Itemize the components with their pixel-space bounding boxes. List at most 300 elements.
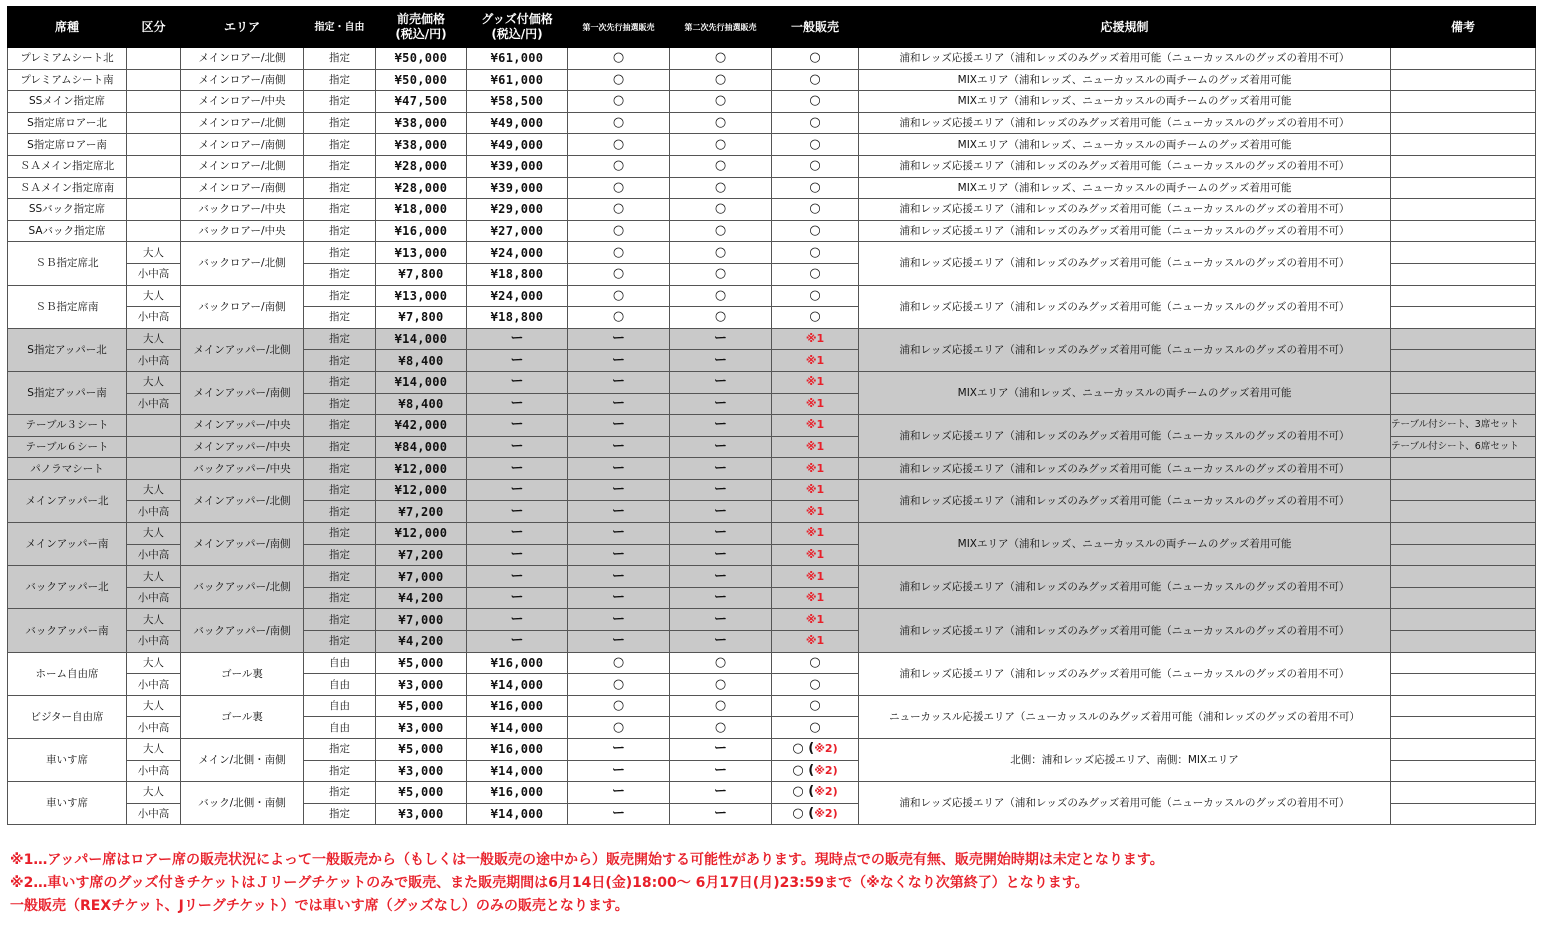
seat-category: 小中高 [127,717,181,739]
seat-name: S指定席ロアー北 [8,112,127,134]
seat-name: SSバック指定席 [8,199,127,221]
seat-category [127,48,181,70]
goods-price: ¥39,000 [467,177,568,199]
header-lottery2: 第二次先行抽選販売 [670,7,772,48]
lottery2-mark: ー [670,393,772,415]
presale-price: ¥5,000 [376,739,467,761]
goods-price: ー [467,544,568,566]
presale-price: ¥12,000 [376,523,467,545]
lottery1-mark: ○ [568,307,670,329]
general-sale-mark: ○ [772,652,859,674]
seat-category: 小中高 [127,307,181,329]
general-sale-mark: ※1 [772,587,859,609]
seat-area: メイン/北側・南側 [181,739,304,782]
goods-price: ¥14,000 [467,674,568,696]
remark [1391,199,1536,221]
seat-type: 指定 [304,155,376,177]
general-sale-mark: ○ [772,242,859,264]
presale-price: ¥7,800 [376,307,467,329]
remark [1391,91,1536,113]
seat-name: SAバック指定席 [8,220,127,242]
seat-type: 指定 [304,242,376,264]
lottery2-mark: ○ [670,674,772,696]
support-rule: 浦和レッズ応援エリア（浦和レッズのみグッズ着用可能（ニューカッスルのグッズの着用不可） [859,566,1391,609]
lottery1-mark: ー [568,328,670,350]
seat-name: プレミアムシート北 [8,48,127,70]
general-sale-mark: ○ [772,155,859,177]
seat-type: 指定 [304,220,376,242]
lottery2-mark: ○ [670,48,772,70]
support-rule: 浦和レッズ応援エリア（浦和レッズのみグッズ着用可能（ニューカッスルのグッズの着用不可） [859,48,1391,70]
seat-type: 指定 [304,307,376,329]
lottery2-mark: ー [670,458,772,480]
presale-price: ¥3,000 [376,760,467,782]
lottery1-mark: ○ [568,155,670,177]
support-rule: 北側：浦和レッズ応援エリア、南側：MIXエリア [859,739,1391,782]
lottery1-mark: ー [568,415,670,437]
remark [1391,307,1536,329]
general-sale-mark: ○ [772,112,859,134]
table-row [8,458,1536,480]
remark [1391,566,1536,588]
seat-type: 指定 [304,134,376,156]
lottery1-mark: ー [568,803,670,825]
table-row [8,479,1536,501]
lottery1-mark: ○ [568,285,670,307]
lottery2-mark: ー [670,350,772,372]
lottery2-mark: ○ [670,199,772,221]
seat-category: 小中高 [127,501,181,523]
presale-price: ¥12,000 [376,458,467,480]
support-rule: 浦和レッズ応援エリア（浦和レッズのみグッズ着用可能（ニューカッスルのグッズの着用不可） [859,609,1391,652]
lottery2-mark: ー [670,501,772,523]
general-sale-note-ref: ※2) [814,763,838,777]
lottery1-mark: ー [568,371,670,393]
lottery2-mark: ○ [670,112,772,134]
table-row [8,328,1536,350]
seat-area: バックロアー/北側 [181,242,304,285]
seat-category [127,112,181,134]
lottery2-mark: ー [670,544,772,566]
seat-area: バックアッパー/南側 [181,609,304,652]
presale-price: ¥18,000 [376,199,467,221]
lottery2-mark: ー [670,328,772,350]
table-row [8,415,1536,437]
goods-price: ー [467,587,568,609]
support-rule: 浦和レッズ応援エリア（浦和レッズのみグッズ着用可能（ニューカッスルのグッズの着用不可） [859,652,1391,695]
seat-category: 大人 [127,479,181,501]
seat-type: 指定 [304,69,376,91]
general-sale-mark: ○ [772,134,859,156]
ticket-price-table [7,6,1536,825]
seat-area: メインアッパー/北側 [181,479,304,522]
goods-price: ー [467,328,568,350]
general-sale-mark: ○ [772,69,859,91]
goods-price: ー [467,458,568,480]
lottery2-mark: ー [670,523,772,545]
presale-price: ¥13,000 [376,242,467,264]
remark [1391,48,1536,70]
general-sale-note-ref: ※2) [814,785,838,799]
seat-area: メインロアー/北側 [181,155,304,177]
lottery2-mark: ー [670,739,772,761]
presale-price: ¥12,000 [376,479,467,501]
header-presale-price-l2: (税込/円) [395,27,447,41]
presale-price: ¥5,000 [376,652,467,674]
lottery1-mark: ○ [568,263,670,285]
table-row [8,371,1536,393]
lottery1-mark: ー [568,501,670,523]
goods-price: ¥61,000 [467,48,568,70]
seat-type: 指定 [304,436,376,458]
seat-type: 指定 [304,112,376,134]
seat-type: 指定 [304,479,376,501]
lottery2-mark: ー [670,436,772,458]
presale-price: ¥7,000 [376,566,467,588]
lottery1-mark: ー [568,544,670,566]
header-remarks: 備考 [1391,7,1536,48]
seat-area: ゴール裏 [181,695,304,738]
seat-type: 指定 [304,566,376,588]
remark [1391,652,1536,674]
presale-price: ¥13,000 [376,285,467,307]
lottery2-mark: ー [670,566,772,588]
seat-category: 小中高 [127,263,181,285]
goods-price: ー [467,566,568,588]
presale-price: ¥7,200 [376,544,467,566]
seat-category: 小中高 [127,393,181,415]
presale-price: ¥3,000 [376,717,467,739]
presale-price: ¥50,000 [376,48,467,70]
seat-type: 自由 [304,717,376,739]
seat-category [127,220,181,242]
header-goods-price-l1: グッズ付価格 [481,12,553,26]
lottery1-mark: ○ [568,652,670,674]
presale-price: ¥4,200 [376,631,467,653]
header-presale-price [376,7,467,48]
seat-name: S指定アッパー南 [8,371,127,414]
lottery1-mark: ー [568,631,670,653]
remark [1391,155,1536,177]
general-sale-note-ref: ※2) [814,807,838,821]
lottery1-mark: ー [568,393,670,415]
seat-type: 指定 [304,91,376,113]
lottery1-mark: ○ [568,199,670,221]
seat-category [127,69,181,91]
table-row [8,739,1536,761]
lottery2-mark: ○ [670,717,772,739]
lottery1-mark: ○ [568,112,670,134]
header-category: 区分 [127,7,181,48]
support-rule: 浦和レッズ応援エリア（浦和レッズのみグッズ着用可能（ニューカッスルのグッズの着用不可） [859,285,1391,328]
general-sale-mark: ※1 [772,566,859,588]
seat-category: 大人 [127,371,181,393]
seat-type: 指定 [304,350,376,372]
goods-price: ー [467,479,568,501]
general-sale-mark [772,760,859,782]
table-row [8,69,1536,91]
seat-type: 指定 [304,285,376,307]
remark [1391,458,1536,480]
seat-type: 指定 [304,328,376,350]
general-sale-circle: ○ ( [792,741,815,757]
seat-type: 指定 [304,782,376,804]
remark [1391,328,1536,350]
table-row [8,220,1536,242]
header-seat: 席種 [8,7,127,48]
lottery1-mark: ○ [568,674,670,696]
seat-type: 指定 [304,760,376,782]
presale-price: ¥47,500 [376,91,467,113]
support-rule: 浦和レッズ応援エリア（浦和レッズのみグッズ着用可能（ニューカッスルのグッズの着用不可） [859,415,1391,458]
seat-category: 小中高 [127,803,181,825]
general-sale-mark: ○ [772,220,859,242]
seat-name: ＳＢ指定席北 [8,242,127,285]
table-row [8,91,1536,113]
seat-name: バックアッパー南 [8,609,127,652]
seat-name: テーブル６シート [8,436,127,458]
general-sale-note-ref: ※2) [814,742,838,756]
goods-price: ー [467,350,568,372]
general-sale-mark: ○ [772,285,859,307]
goods-price: ¥24,000 [467,285,568,307]
seat-category [127,177,181,199]
goods-price: ¥14,000 [467,803,568,825]
support-rule: MIXエリア（浦和レッズ、ニューカッスルの両チームのグッズ着用可能 [859,91,1391,113]
support-rule: 浦和レッズ応援エリア（浦和レッズのみグッズ着用可能（ニューカッスルのグッズの着用不可） [859,782,1391,825]
general-sale-mark: ※1 [772,415,859,437]
lottery1-mark: ○ [568,220,670,242]
header-support-rule: 応援規制 [859,7,1391,48]
seat-type: 指定 [304,263,376,285]
lottery2-mark: ○ [670,134,772,156]
support-rule: 浦和レッズ応援エリア（浦和レッズのみグッズ着用可能（ニューカッスルのグッズの着用不可） [859,155,1391,177]
presale-price: ¥38,000 [376,134,467,156]
lottery2-mark: ○ [670,652,772,674]
seat-area: バックアッパー/中央 [181,458,304,480]
presale-price: ¥14,000 [376,328,467,350]
seat-category: 大人 [127,285,181,307]
lottery2-mark: ー [670,371,772,393]
seat-type: 自由 [304,695,376,717]
support-rule: MIXエリア（浦和レッズ、ニューカッスルの両チームのグッズ着用可能 [859,371,1391,414]
presale-price: ¥8,400 [376,350,467,372]
seat-area: バックロアー/中央 [181,199,304,221]
table-row [8,242,1536,264]
lottery1-mark: ー [568,350,670,372]
remark: テーブル付シート、3席セット [1391,415,1536,437]
general-sale-mark [772,782,859,804]
lottery2-mark: ー [670,760,772,782]
seat-type: 指定 [304,609,376,631]
footnote-3: 一般販売（REXチケット、Jリーグチケット）では車いす席（グッズなし）のみの販売となります。 [10,898,629,914]
footnotes [10,849,1530,918]
seat-area: メインロアー/南側 [181,134,304,156]
lottery1-mark: ○ [568,91,670,113]
lottery1-mark: ー [568,782,670,804]
seat-name: バックアッパー北 [8,566,127,609]
general-sale-mark: ※1 [772,479,859,501]
lottery1-mark: ○ [568,717,670,739]
support-rule: 浦和レッズ応援エリア（浦和レッズのみグッズ着用可能（ニューカッスルのグッズの着用不可） [859,112,1391,134]
support-rule: 浦和レッズ応援エリア（浦和レッズのみグッズ着用可能（ニューカッスルのグッズの着用不可） [859,328,1391,371]
seat-area: メインアッパー/北側 [181,328,304,371]
goods-price: ¥61,000 [467,69,568,91]
remark [1391,393,1536,415]
support-rule: 浦和レッズ応援エリア（浦和レッズのみグッズ着用可能（ニューカッスルのグッズの着用不可） [859,199,1391,221]
seat-area: メインアッパー/中央 [181,436,304,458]
lottery2-mark: ○ [670,263,772,285]
lottery1-mark: ○ [568,695,670,717]
lottery1-mark: ○ [568,242,670,264]
seat-type: 自由 [304,674,376,696]
table-row [8,177,1536,199]
seat-name: SSメイン指定席 [8,91,127,113]
seat-area: メインロアー/南側 [181,69,304,91]
table-row [8,285,1536,307]
goods-price: ¥49,000 [467,112,568,134]
seat-name: パノラマシート [8,458,127,480]
remark [1391,695,1536,717]
lottery2-mark: ー [670,609,772,631]
remark [1391,760,1536,782]
seat-name: テーブル３シート [8,415,127,437]
seat-area: ゴール裏 [181,652,304,695]
support-rule: 浦和レッズ応援エリア（浦和レッズのみグッズ着用可能（ニューカッスルのグッズの着用不可） [859,242,1391,285]
lottery2-mark: ○ [670,695,772,717]
support-rule: MIXエリア（浦和レッズ、ニューカッスルの両チームのグッズ着用可能 [859,134,1391,156]
presale-price: ¥8,400 [376,393,467,415]
footnote-1: ※1…アッパー席はロアー席の販売状況によって一般販売から（もしくは一般販売の途中から）販売開始する可能性があります。現時点での販売有無、販売開始時期は未定となります。 [10,852,1164,868]
header-general-sale: 一般販売 [772,7,859,48]
remark [1391,263,1536,285]
seat-category [127,436,181,458]
seat-name: 車いす席 [8,782,127,825]
header-goods-price-l2: (税込/円) [491,27,543,41]
seat-area: バックアッパー/北側 [181,566,304,609]
remark [1391,803,1536,825]
goods-price: ー [467,609,568,631]
goods-price: ー [467,415,568,437]
seat-category [127,91,181,113]
goods-price: ー [467,436,568,458]
remark [1391,285,1536,307]
seat-type: 指定 [304,631,376,653]
seat-type: 指定 [304,501,376,523]
seat-category: 大人 [127,652,181,674]
goods-price: ー [467,501,568,523]
seat-name: S指定席ロアー南 [8,134,127,156]
presale-price: ¥14,000 [376,371,467,393]
seat-type: 指定 [304,739,376,761]
lottery1-mark: ー [568,523,670,545]
table-row [8,652,1536,674]
general-sale-mark: ※1 [772,328,859,350]
lottery2-mark: ○ [670,242,772,264]
remark [1391,371,1536,393]
table-row [8,112,1536,134]
table-row [8,155,1536,177]
lottery1-mark: ー [568,760,670,782]
seat-type: 指定 [304,199,376,221]
seat-area: バック/北側・南側 [181,782,304,825]
remark [1391,350,1536,372]
remark [1391,177,1536,199]
lottery2-mark: ○ [670,155,772,177]
remark [1391,739,1536,761]
seat-category: 大人 [127,523,181,545]
header-lottery1: 第一次先行抽選販売 [568,7,670,48]
seat-type: 指定 [304,458,376,480]
general-sale-mark: ※1 [772,523,859,545]
lottery2-mark: ○ [670,177,772,199]
remark [1391,112,1536,134]
remark [1391,69,1536,91]
seat-name: ビジター自由席 [8,695,127,738]
lottery2-mark: ー [670,782,772,804]
seat-type: 指定 [304,587,376,609]
general-sale-mark: ○ [772,674,859,696]
remark [1391,782,1536,804]
remark [1391,587,1536,609]
presale-price: ¥84,000 [376,436,467,458]
general-sale-mark: ※1 [772,393,859,415]
goods-price: ー [467,631,568,653]
table-body [8,48,1536,825]
seat-name: ホーム自由席 [8,652,127,695]
presale-price: ¥4,200 [376,587,467,609]
seat-type: 指定 [304,415,376,437]
table-row [8,566,1536,588]
seat-category [127,155,181,177]
seat-type: 指定 [304,177,376,199]
lottery2-mark: ○ [670,220,772,242]
seat-name: メインアッパー北 [8,479,127,522]
general-sale-mark: ※1 [772,350,859,372]
goods-price: ¥27,000 [467,220,568,242]
goods-price: ¥16,000 [467,652,568,674]
seat-category: 大人 [127,695,181,717]
seat-type: 自由 [304,652,376,674]
general-sale-mark: ○ [772,307,859,329]
seat-name: メインアッパー南 [8,523,127,566]
seat-name: ＳＡメイン指定席北 [8,155,127,177]
seat-area: メインアッパー/中央 [181,415,304,437]
remark [1391,609,1536,631]
seat-category: 大人 [127,609,181,631]
goods-price: ¥16,000 [467,739,568,761]
support-rule: 浦和レッズ応援エリア（浦和レッズのみグッズ着用可能（ニューカッスルのグッズの着用不可） [859,458,1391,480]
lottery1-mark: ー [568,609,670,631]
header-type: 指定・自由 [304,7,376,48]
lottery1-mark: ー [568,566,670,588]
seat-name: ＳＡメイン指定席南 [8,177,127,199]
footnote-2: ※2…車いす席のグッズ付きチケットはＪリーグチケットのみで販売、また販売期間は6月14日(金)18:00～ 6月17日(月)23:59まで（※なくなり次第終了）となります。 [10,875,1089,891]
lottery1-mark: ー [568,479,670,501]
general-sale-mark: ○ [772,199,859,221]
seat-area: メインロアー/南側 [181,177,304,199]
lottery2-mark: ー [670,587,772,609]
remark [1391,674,1536,696]
header-goods-price [467,7,568,48]
goods-price: ¥14,000 [467,760,568,782]
general-sale-mark: ※1 [772,609,859,631]
lottery2-mark: ○ [670,91,772,113]
seat-category [127,415,181,437]
seat-name: 車いす席 [8,739,127,782]
seat-name: ＳＢ指定席南 [8,285,127,328]
remark [1391,631,1536,653]
